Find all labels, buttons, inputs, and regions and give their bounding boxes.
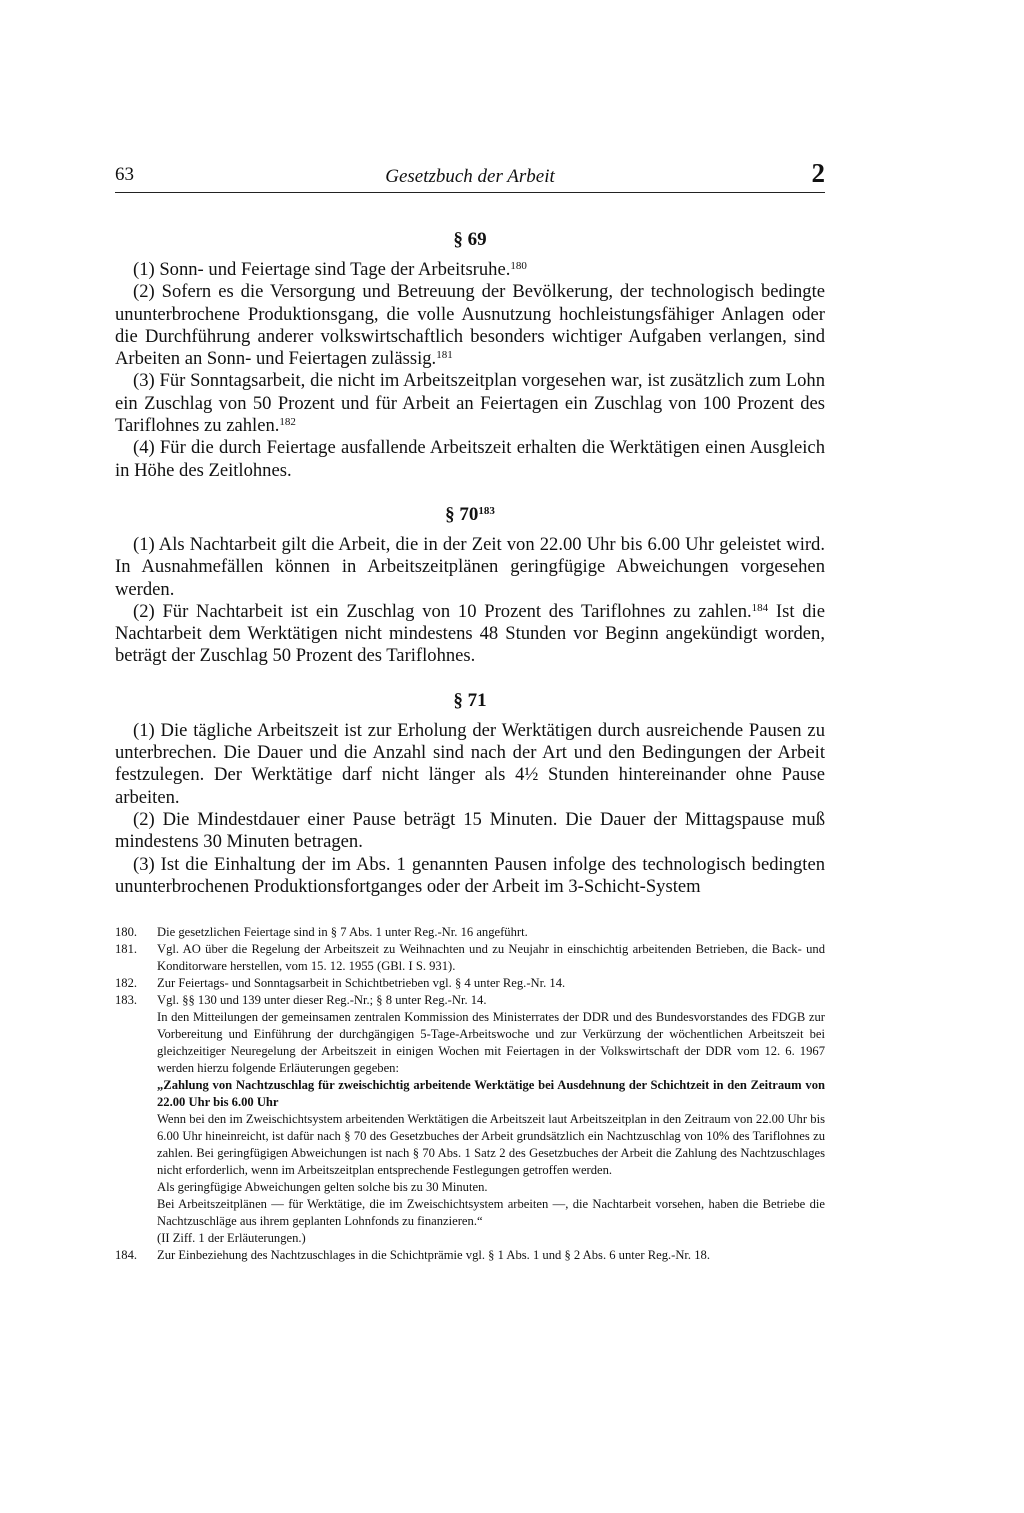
paragraph: (1) Sonn- und Feiertage sind Tage der Arbeitsruhe.$^{180}$ — [133, 259, 527, 280]
footnote — [115, 992, 825, 1247]
paragraph: (2) Die Mindestdauer einer Pause beträgt 15 Minuten. Die Dauer der Mittagspause muß mindestens 30 Minuten betragen. — [115, 808, 825, 853]
footnote-number: 183. — [115, 993, 138, 1008]
footnote-text: Bei Arbeitszeitplänen — für Werktätige, die im Zweischichtsystem arbeiten —, die Nachtarbeit vorsehen, haben die Betriebe die Nachtzuschläge aus ihrem geplanten Lohnfonds zu finanzieren.“ — [157, 1197, 825, 1229]
paragraph: (4) Für die durch Feiertage ausfallende Arbeitszeit erhalten die Werktätigen einen Ausgleich in Höhe des Zeitlohnes. — [115, 437, 825, 481]
section-heading: § 69 — [453, 229, 487, 250]
section-heading: § $70^{183}$ — [445, 503, 495, 525]
footnote-number: 180. — [115, 925, 138, 940]
document-page — [115, 160, 825, 1264]
paragraph: (1) Die tägliche Arbeitszeit ist zur Erholung der Werktätigen durch ausreichende Pausen zu unterbrechen. Die Dauer und die Anzahl sind nach der Art und den Bedingungen der Arbeit festzulegen. Der Werktätige darf nicht länger als 4½ Stunden hintereinander ohne Pause arbeiten. — [115, 719, 825, 808]
chapter-number: 2 — [811, 158, 825, 188]
footnote-text: Zur Feiertags- und Sonntagsarbeit in Schichtbetrieben vgl. § 4 unter Reg.-Nr. 14. — [157, 976, 566, 991]
paragraph: (3) Für Sonntagsarbeit, die nicht im Arbeitszeitplan vorgesehen war, ist zusätzlich zum Lohn ein Zuschlag von 50 Prozent und für Arbeit an Feiertagen ein Zuschlag von 100 Prozent des Tariflohnes zu zahlen.$^{182}$ — [115, 370, 825, 437]
footnote — [115, 941, 825, 975]
footnote-number: 181. — [115, 942, 138, 957]
section-69 — [115, 229, 825, 482]
section-70 — [115, 504, 825, 668]
footnote-text: Zur Einbeziehung des Nachtzuschlages in die Schichtprämie vgl. § 1 Abs. 1 und § 2 Abs. 6 unter Reg.-Nr. 18. — [157, 1248, 710, 1263]
paragraph: (1) Als Nachtarbeit gilt die Arbeit, die in der Zeit von 22.00 Uhr bis 6.00 Uhr geleistet wird. In Ausnahmefällen können in Arbeitszeitplänen geringfügige Abweichungen vorgesehen werden. — [115, 533, 825, 600]
book-title: Gesetzbuch der Arbeit — [385, 166, 555, 187]
footnote-ref[interactable]: 182 — [279, 416, 296, 429]
footnote-text: Wenn bei den im Zweischichtsystem arbeitenden Werktätigen die Arbeitszeit laut Arbeitszeitplan in den Zeitraum von 22.00 Uhr bis 6.00 Uhr hineinreicht, ist dafür nach § 70 des Gesetzbuches der Arbeit grundsätzlich ein Nachtzuschlag von 10% des Tariflohnes zu zahlen. Bei geringfügigen Abweichungen ist nach § 70 Abs. 1 Satz 2 des Gesetzbuches der Arbeit die Zahlung des Nachtzuschlages nicht erforderlich, wenn im Arbeitszeitplan entsprechende Festlegungen getroffen werden. — [157, 1112, 825, 1178]
footnote-text: (II Ziff. 1 der Erläuterungen.) — [157, 1231, 306, 1246]
footnote-text: Als geringfügige Abweichungen gelten solche bis zu 30 Minuten. — [157, 1180, 488, 1195]
page-number: 63 — [115, 164, 134, 185]
footnote-number: 182. — [115, 976, 138, 991]
footnote-ref[interactable]: 184 — [751, 601, 769, 614]
section-71 — [115, 690, 825, 898]
footnote-text: In den Mitteilungen der gemeinsamen zentralen Kommission des Ministerrates der DDR und des Bundesvorstandes des FDGB zur Vorbereitung und Einführung der durchgängigen 5-Tage-Arbeitswoche und zur Verkürzung der wöchentlichen Arbeitszeit bei gleichzeitiger Neuregelung der Arbeitszeit in einigen Wochen mit Feiertagen in der Volkswirtschaft der DDR vom 12. 6. 1967 werden hierzu folgende Erläuterungen gegeben: — [157, 1010, 825, 1076]
paragraph: (2) Für Nachtarbeit ist ein Zuschlag von 10 Prozent des Tariflohnes zu zahlen.$^{184}$ Ist die Nachtarbeit dem Werktätigen nicht mindestens 48 Stunden vor Beginn angekündigt worden, beträgt der Zuschlag 50 Prozent des Tariflohnes. — [115, 600, 826, 667]
footnote-quote-heading: „Zahlung von Nachtzuschlag für zweischichtig arbeitende Werktätige bei Ausdehnung der Schichtzeit in den Zeitraum von 22.00 Uhr bis 6.00 Uhr — [157, 1078, 825, 1110]
footnote-ref[interactable]: 181 — [436, 349, 453, 362]
footnote — [115, 924, 825, 941]
footnotes — [115, 924, 825, 1264]
footnote-ref[interactable]: 180 — [510, 260, 527, 272]
footnote-number: 184. — [115, 1248, 138, 1263]
paragraph: (2) Sofern es die Versorgung und Betreuung der Bevölkerung, der technologisch bedingte ununterbrochene Produktionsgang, die volle Ausnutzung hochleistungsfähiger Anlagen oder die Durchführung anderer volkswirtschaftlich besonders wichtiger Aufgaben verlangen, sind Arbeiten an Sonn- und Feiertagen zulässig.$^{181}$ — [115, 281, 825, 370]
running-header — [115, 160, 825, 193]
footnote — [115, 975, 825, 992]
section-heading: § 71 — [453, 689, 487, 711]
footnote-ref[interactable]: 183 — [478, 504, 495, 517]
paragraph: (3) Ist die Einhaltung der im Abs. 1 genannten Pausen infolge des technologisch bedingten ununterbrochenen Produktionsfortganges oder der Arbeit im 3-Schicht-System — [115, 853, 825, 897]
footnote-text: Die gesetzlichen Feiertage sind in § 7 Abs. 1 unter Reg.-Nr. 16 angeführt. — [157, 925, 528, 940]
footnote — [115, 1247, 825, 1264]
footnote-text: Vgl. AO über die Regelung der Arbeitszeit zu Weihnachten und zu Neujahr in einschichtig arbeitenden Betrieben, die Back- und Konditorware herstellen, vom 15. 12. 1955 (GBl. I S. 931). — [157, 942, 825, 974]
footnote-text: Vgl. §§ 130 und 139 unter dieser Reg.-Nr.; § 8 unter Reg.-Nr. 14. — [157, 993, 487, 1008]
